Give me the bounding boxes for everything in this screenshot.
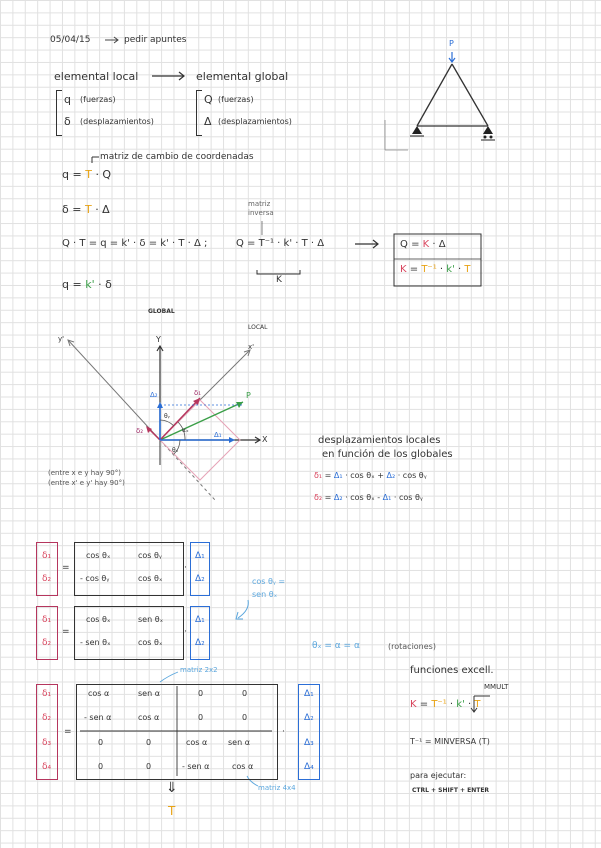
m1-lhs-0: δ₁ [42, 551, 52, 561]
theta-x-label: θₓ [172, 447, 179, 454]
eq1: q = T · Q [62, 168, 112, 181]
global-desc-D: (desplazamientos) [218, 117, 292, 126]
D1-label: Δ₁ [214, 431, 222, 439]
m2-cell-00: cos θₓ [86, 615, 111, 624]
x-local-label: x' [248, 343, 255, 351]
excel-title: funciones excell. [410, 665, 494, 676]
m1-eq: = [62, 563, 70, 573]
local-disp-title-1: desplazamientos locales [318, 435, 441, 446]
m4-lhs-3: δ₄ [42, 762, 52, 772]
load-label: P [449, 39, 454, 48]
m4-lhs-2: δ₃ [42, 738, 52, 748]
m4-cell-10: - sen α [84, 713, 112, 722]
m1-lhs-1: δ₂ [42, 574, 52, 584]
local-disp-eq2: δ₂ = Δ₂ · cos θₓ - Δ₁ · cos θᵧ [314, 493, 423, 502]
m2-rhs-0: Δ₁ [195, 615, 205, 625]
local-disp-eq1: δ₁ = Δ₁ · cos θₓ + Δ₂ · cos θᵧ [314, 471, 427, 480]
m4-cell-01: sen α [138, 689, 160, 698]
m4-dot: · [282, 727, 285, 737]
exec-keys: CTRL + SHIFT + ENTER [412, 787, 490, 794]
m1-rhs-1: Δ₂ [195, 574, 205, 584]
cos-note-1: cos θᵧ = [252, 577, 286, 586]
m1-cell-10: - cos θᵧ [80, 574, 110, 583]
angle-y-label: θᵧ [164, 413, 170, 420]
eq3: Q · T = q = k' · δ = k' · T · Δ ; [62, 238, 208, 249]
m4-cell-21: 0 [146, 738, 152, 747]
m4-cell-30: 0 [98, 762, 104, 771]
m4-lhs-1: δ₂ [42, 713, 52, 723]
matrix-note: matriz de cambio de coordenadas [100, 152, 254, 162]
m1-dot: · [184, 563, 187, 573]
angle-x-label: αₓ [182, 427, 189, 434]
m2-rhs-1: Δ₂ [195, 638, 205, 648]
X-axis-label: X [262, 435, 268, 444]
m2-lhs-1: δ₂ [42, 638, 52, 648]
k-label: K [276, 275, 282, 285]
global-title: elemental global [196, 70, 289, 83]
local-desc-q: (fuerzas) [80, 95, 116, 104]
m4-cell-33: cos α [232, 762, 254, 771]
local-disp-title-2: en función de los globales [322, 449, 453, 460]
D2-label: Δ₂ [150, 391, 158, 399]
local-desc-d: (desplazamientos) [80, 117, 154, 126]
m4-cell-20: 0 [98, 738, 104, 747]
m4-rhs-3: Δ₄ [304, 762, 314, 772]
m4-cell-22: cos α [186, 738, 208, 747]
local-bracket [56, 90, 62, 136]
d2-label: δ₂ [136, 427, 144, 435]
exec-label: para ejecutar: [410, 771, 467, 780]
m2-cell-11: cos θₓ [138, 638, 163, 647]
result-T: T [168, 804, 176, 818]
eq5: q = k' · δ [62, 278, 112, 291]
local-label: LOCAL [248, 324, 268, 331]
global-sym-D: Δ [204, 115, 212, 128]
d1-label: δ₁ [194, 389, 202, 397]
m2-lhs-0: δ₁ [42, 615, 52, 625]
local-sym-q: q [64, 93, 71, 106]
mmult-label: MMULT [484, 683, 509, 691]
header-note: pedir apuntes [124, 35, 187, 45]
m4-rhs-1: Δ₂ [304, 713, 314, 723]
m1-cell-01: cos θᵧ [138, 551, 162, 560]
excel-eq: K = T⁻¹ · k' · T [410, 699, 481, 710]
m1-rhs-0: Δ₁ [195, 551, 205, 561]
box-eq1: Q = K · Δ [400, 239, 446, 250]
m4-cell-31: 0 [146, 762, 152, 771]
m2-cell-10: - sen θₓ [80, 638, 111, 647]
m4-rhs-0: Δ₁ [304, 689, 314, 699]
minversa-eq: T⁻¹ = MINVERSA (T) [410, 737, 490, 746]
angle-note-2: (entre x' e y' hay 90°) [48, 479, 125, 487]
m2-eq: = [62, 627, 70, 637]
truss-structure [385, 52, 495, 150]
date-text: 05/04/15 [50, 35, 91, 45]
matrix-4x4-note: matriz 4x4 [258, 784, 296, 792]
m4-cell-13: 0 [242, 713, 248, 722]
m1-cell-00: cos θₓ [86, 551, 111, 560]
m4-cell-12: 0 [198, 713, 204, 722]
m1-cell-11: cos θₓ [138, 574, 163, 583]
inverse-note-2: inversa [248, 209, 274, 217]
m4-cell-00: cos α [88, 689, 110, 698]
m4-eq: = [64, 727, 72, 737]
m2-cell-01: sen θₓ [138, 615, 164, 624]
Y-axis-label: Y [156, 335, 161, 344]
angle-note-1: (entre x e y hay 90°) [48, 469, 121, 477]
global-desc-Q: (fuerzas) [218, 95, 254, 104]
rotations-note: (rotaciones) [388, 642, 436, 651]
matrix-2x2-note: matriz 2x2 [180, 666, 218, 674]
eq2: δ = T · Δ [62, 203, 110, 216]
m4-rhs-2: Δ₃ [304, 738, 314, 748]
inverse-note-1: matriz [248, 200, 271, 208]
global-bracket [196, 90, 202, 136]
m4-lhs-0: δ₁ [42, 689, 52, 699]
local-sym-d: δ [64, 115, 71, 128]
m2-dot: · [184, 627, 187, 637]
P-label: P [246, 391, 251, 400]
m4-cell-02: 0 [198, 689, 204, 698]
local-title: elemental local [54, 70, 139, 83]
y-local-label: y' [58, 335, 65, 343]
m4-cell-23: sen α [228, 738, 250, 747]
cos-note-2: sen θₓ [252, 590, 278, 599]
eq4: Q = T⁻¹ · k' · T · Δ [236, 238, 325, 249]
down-arrow-icon: ⇓ [166, 780, 178, 796]
m4-cell-32: - sen α [182, 762, 210, 771]
m4-cell-11: cos α [138, 713, 160, 722]
m4-cell-03: 0 [242, 689, 248, 698]
global-label: GLOBAL [148, 308, 175, 315]
angle-equation: θₓ = α = α [312, 641, 360, 651]
box-eq2: K = T⁻¹ · k' · T [400, 264, 471, 275]
global-sym-Q: Q [204, 93, 213, 106]
